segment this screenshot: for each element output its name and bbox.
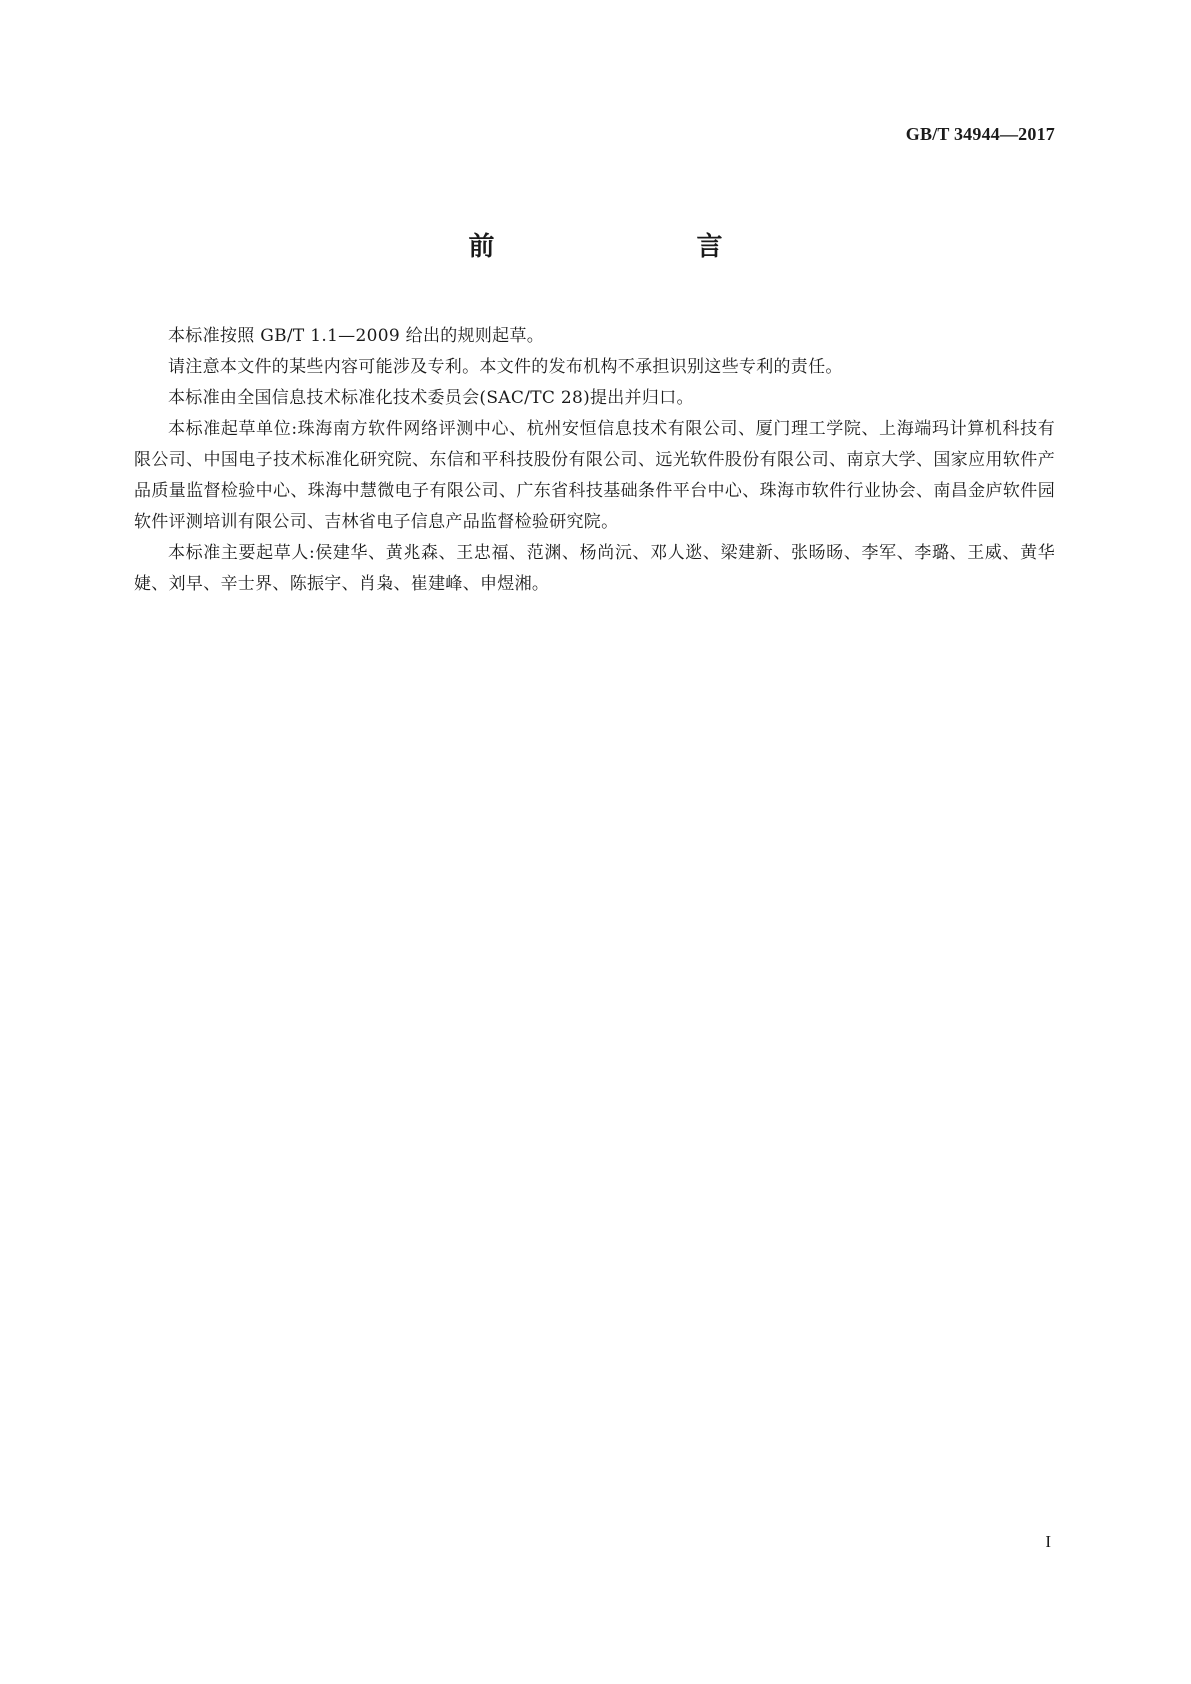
page-number: I	[1045, 1532, 1051, 1551]
paragraph-main-drafters: 本标准主要起草人:侯建华、黄兆森、王忠福、范渊、杨尚沅、邓人逖、梁建新、张旸旸、李军、李璐、王威、黄华婕、刘早、辛士界、陈振宇、肖枭、崔建峰、申煜湘。	[134, 543, 1055, 594]
page-title: 前 言	[468, 232, 773, 262]
paragraph-drafting-units: 本标准起草单位:珠海南方软件网络评测中心、杭州安恒信息技术有限公司、厦门理工学院、上海端玛计算机科技有限公司、中国电子技术标准化研究院、东信和平科技股份有限公司、远光软件股份有限公司、南京大学、国家应用软件产品质量监督检验中心、珠海中慧微电子有限公司、广东省科技基础条件平台中心、珠海市软件行业协会、南昌金庐软件园软件评测培训有限公司、吉林省电子信息产品监督检验研究院。	[134, 419, 1055, 532]
foreword-body	[134, 321, 1055, 600]
standard-code: GB/T 34944—2017	[905, 124, 1055, 144]
paragraph-drafting-rules: 本标准按照 GB/T 1.1—2009 给出的规则起草。	[168, 326, 545, 346]
paragraph-proposer: 本标准由全国信息技术标准化技术委员会(SAC/TC 28)提出并归口。	[168, 388, 694, 408]
paragraph-patent-notice: 请注意本文件的某些内容可能涉及专利。本文件的发布机构不承担识别这些专利的责任。	[168, 357, 843, 377]
